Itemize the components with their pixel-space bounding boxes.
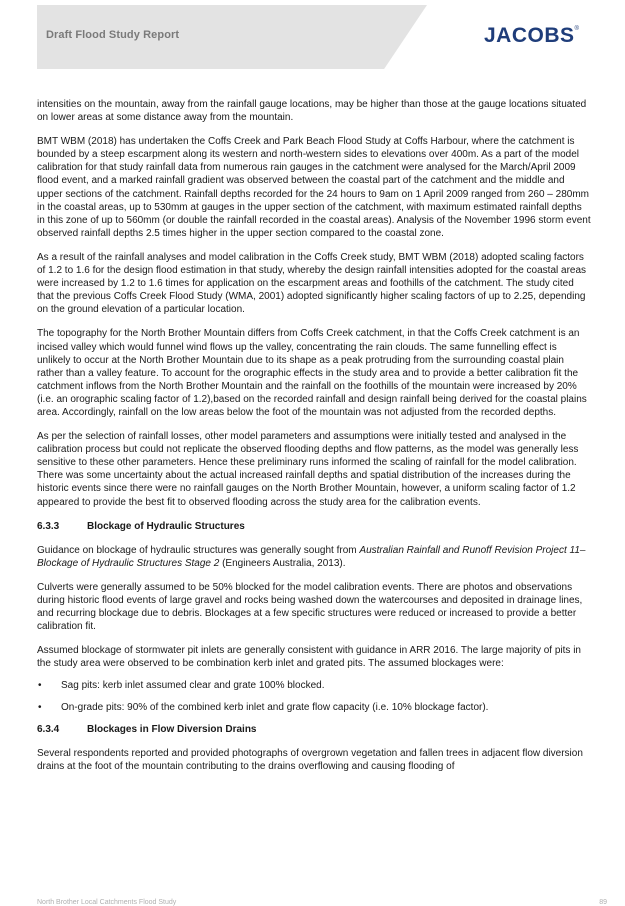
paragraph: Several respondents reported and provided photographs of overgrown vegetation and fallen trees in adjacent flow diversion drains at the foot of the mountain contributing to the drains overflowing and causing flooding of [37,747,583,772]
list-item [37,701,592,714]
paragraph: Culverts were generally assumed to be 50% blocked for the model calibration events. There are photos and observations during historic flood events of large gravel and rocks being washed down the watercourses and deposited in drainage lines, and recurring blockage due to debris. Blockages at a few specific structures were reduced or increased to provide a better calibration fit. [37,581,583,633]
section-title: Blockage of Hydraulic Structures [87,520,245,532]
bullet: • [38,680,42,692]
paragraph: As per the selection of rainfall losses, other model parameters and assumptions were initially tested and analysed in the calibration process but could not replicate the observed flooding depths and flow patterns, as the model was generally less sensitive to these other parameters. Hence these preliminary runs informed the scaling of rainfall for the model calibration. There was some uncertainty about the actual increased rainfall depths and spatial distribution of the increases during the historic events since there were no rainfall gauges on the North Brother Mountain, however, a uniform scaling factor of 1.2 appeared to provide the best fit to observed flooding across the study area for the calibration events. [37,431,579,508]
paragraph: BMT WBM (2018) has undertaken the Coffs Creek and Park Beach Flood Study at Coffs Harbour, where the catchment is bounded by a steep escarpment along its western and north-western sides to elevations over 400m. As a part of the model calibration for that study rainfall data from numerous rain gauges in the catchment were analysed for the March/April 2009 flood event, and a marked rainfall gradient was observed between the coastal part of the catchment and the middle and upper sections of the catchment. Rainfall depths recorded for the 24 hours to 9am on 1 April 2009 ranged from 260 – 280mm in the coastal areas, up to 530mm at gauges in the upper section of the catchment, with maximum estimated rainfall depths in this zone of up to 560mm (or double the rainfall recorded in the coastal areas). Analysis of the November 1996 storm event observed rainfall depths 2.5 times higher in the upper section compared to the coastal zone. [37,136,591,239]
section-heading-6-3-4 [37,723,592,736]
section-heading-6-3-3 [37,520,592,533]
reference-title: Australian Rainfall and Runoff Revision Project 11– Blockage of Hydraulic Structures Stage 2 [37,544,586,569]
page-footer [37,899,607,906]
blockage-list [37,679,592,713]
text-run: (Engineers Australia, 2013). [219,557,346,569]
section-number: 6.3.3 [37,520,60,532]
section-number: 6.3.4 [37,723,60,735]
page-header [0,0,625,72]
list-item-text: On-grade pits: 90% of the combined kerb inlet and grate flow capacity (i.e. 10% blockage factor). [61,701,489,713]
paragraph: intensities on the mountain, away from the rainfall gauge locations, may be higher than those at the gauge locations situated on lower areas at some distance away from the mountain. [37,99,587,124]
paragraph [37,544,592,570]
report-title: Draft Flood Study Report [46,29,180,41]
list-item-text: Sag pits: kerb inlet assumed clear and grate 100% blocked. [61,680,325,692]
text-run: Guidance on blockage of hydraulic structures was generally sought from [37,544,360,556]
paragraph: Assumed blockage of stormwater pit inlets are generally consistent with guidance in ARR 2016. The large majority of pits in the study area were observed to be combination kerb inlet and grated pits. The assumed blockages were: [37,645,581,670]
section-title: Blockages in Flow Diversion Drains [87,723,257,735]
logo-text: JACOBS [484,24,575,47]
list-item [37,679,592,692]
jacobs-logo [484,24,579,48]
logo-registered-mark: ® [574,26,580,32]
footer-doc-title: North Brother Local Catchments Flood Study [37,899,177,906]
paragraph: As a result of the rainfall analyses and model calibration in the Coffs Creek study, BMT WBM (2018) adopted scaling factors of 1.2 to 1.6 for the design flood estimation in that study, whereby the design rainfall intensities adopted for the coastal areas were increased by 1.2 to 1.6 times for application on the escarpment areas and foothills of the catchment. The study cited that the previous Coffs Creek Flood Study (WMA, 2001) adopted significantly higher scaling factors of up to 2.25, depending on the ground elevation of a particular location. [37,251,587,316]
page-number: 89 [599,899,607,906]
document-body [37,98,592,784]
bullet: • [38,701,42,713]
paragraph: The topography for the North Brother Mountain differs from Coffs Creek catchment, in that the Coffs Creek catchment is an incised valley which would funnel wind flows up the valley, concentrating the rain clouds. The same funnelling effect is unlikely to occur at the North Brother Mountain due to its shape as a peak protruding from the surrounding coastal plain rather than a valley feature. To account for the orographic effects in the study area and to provide a better calibration fit the catchment inflows from the North Brother Mountain and the rainfall on the foothills of the mountain were increased by 20% (i.e. an orographic scaling factor of 1.2),based on the recorded rainfall and design rainfall being derived for the coastal plains area. Accordingly, rainfall on the low areas below the foot of the mountain was not adjusted from the recorded depths. [37,328,587,418]
